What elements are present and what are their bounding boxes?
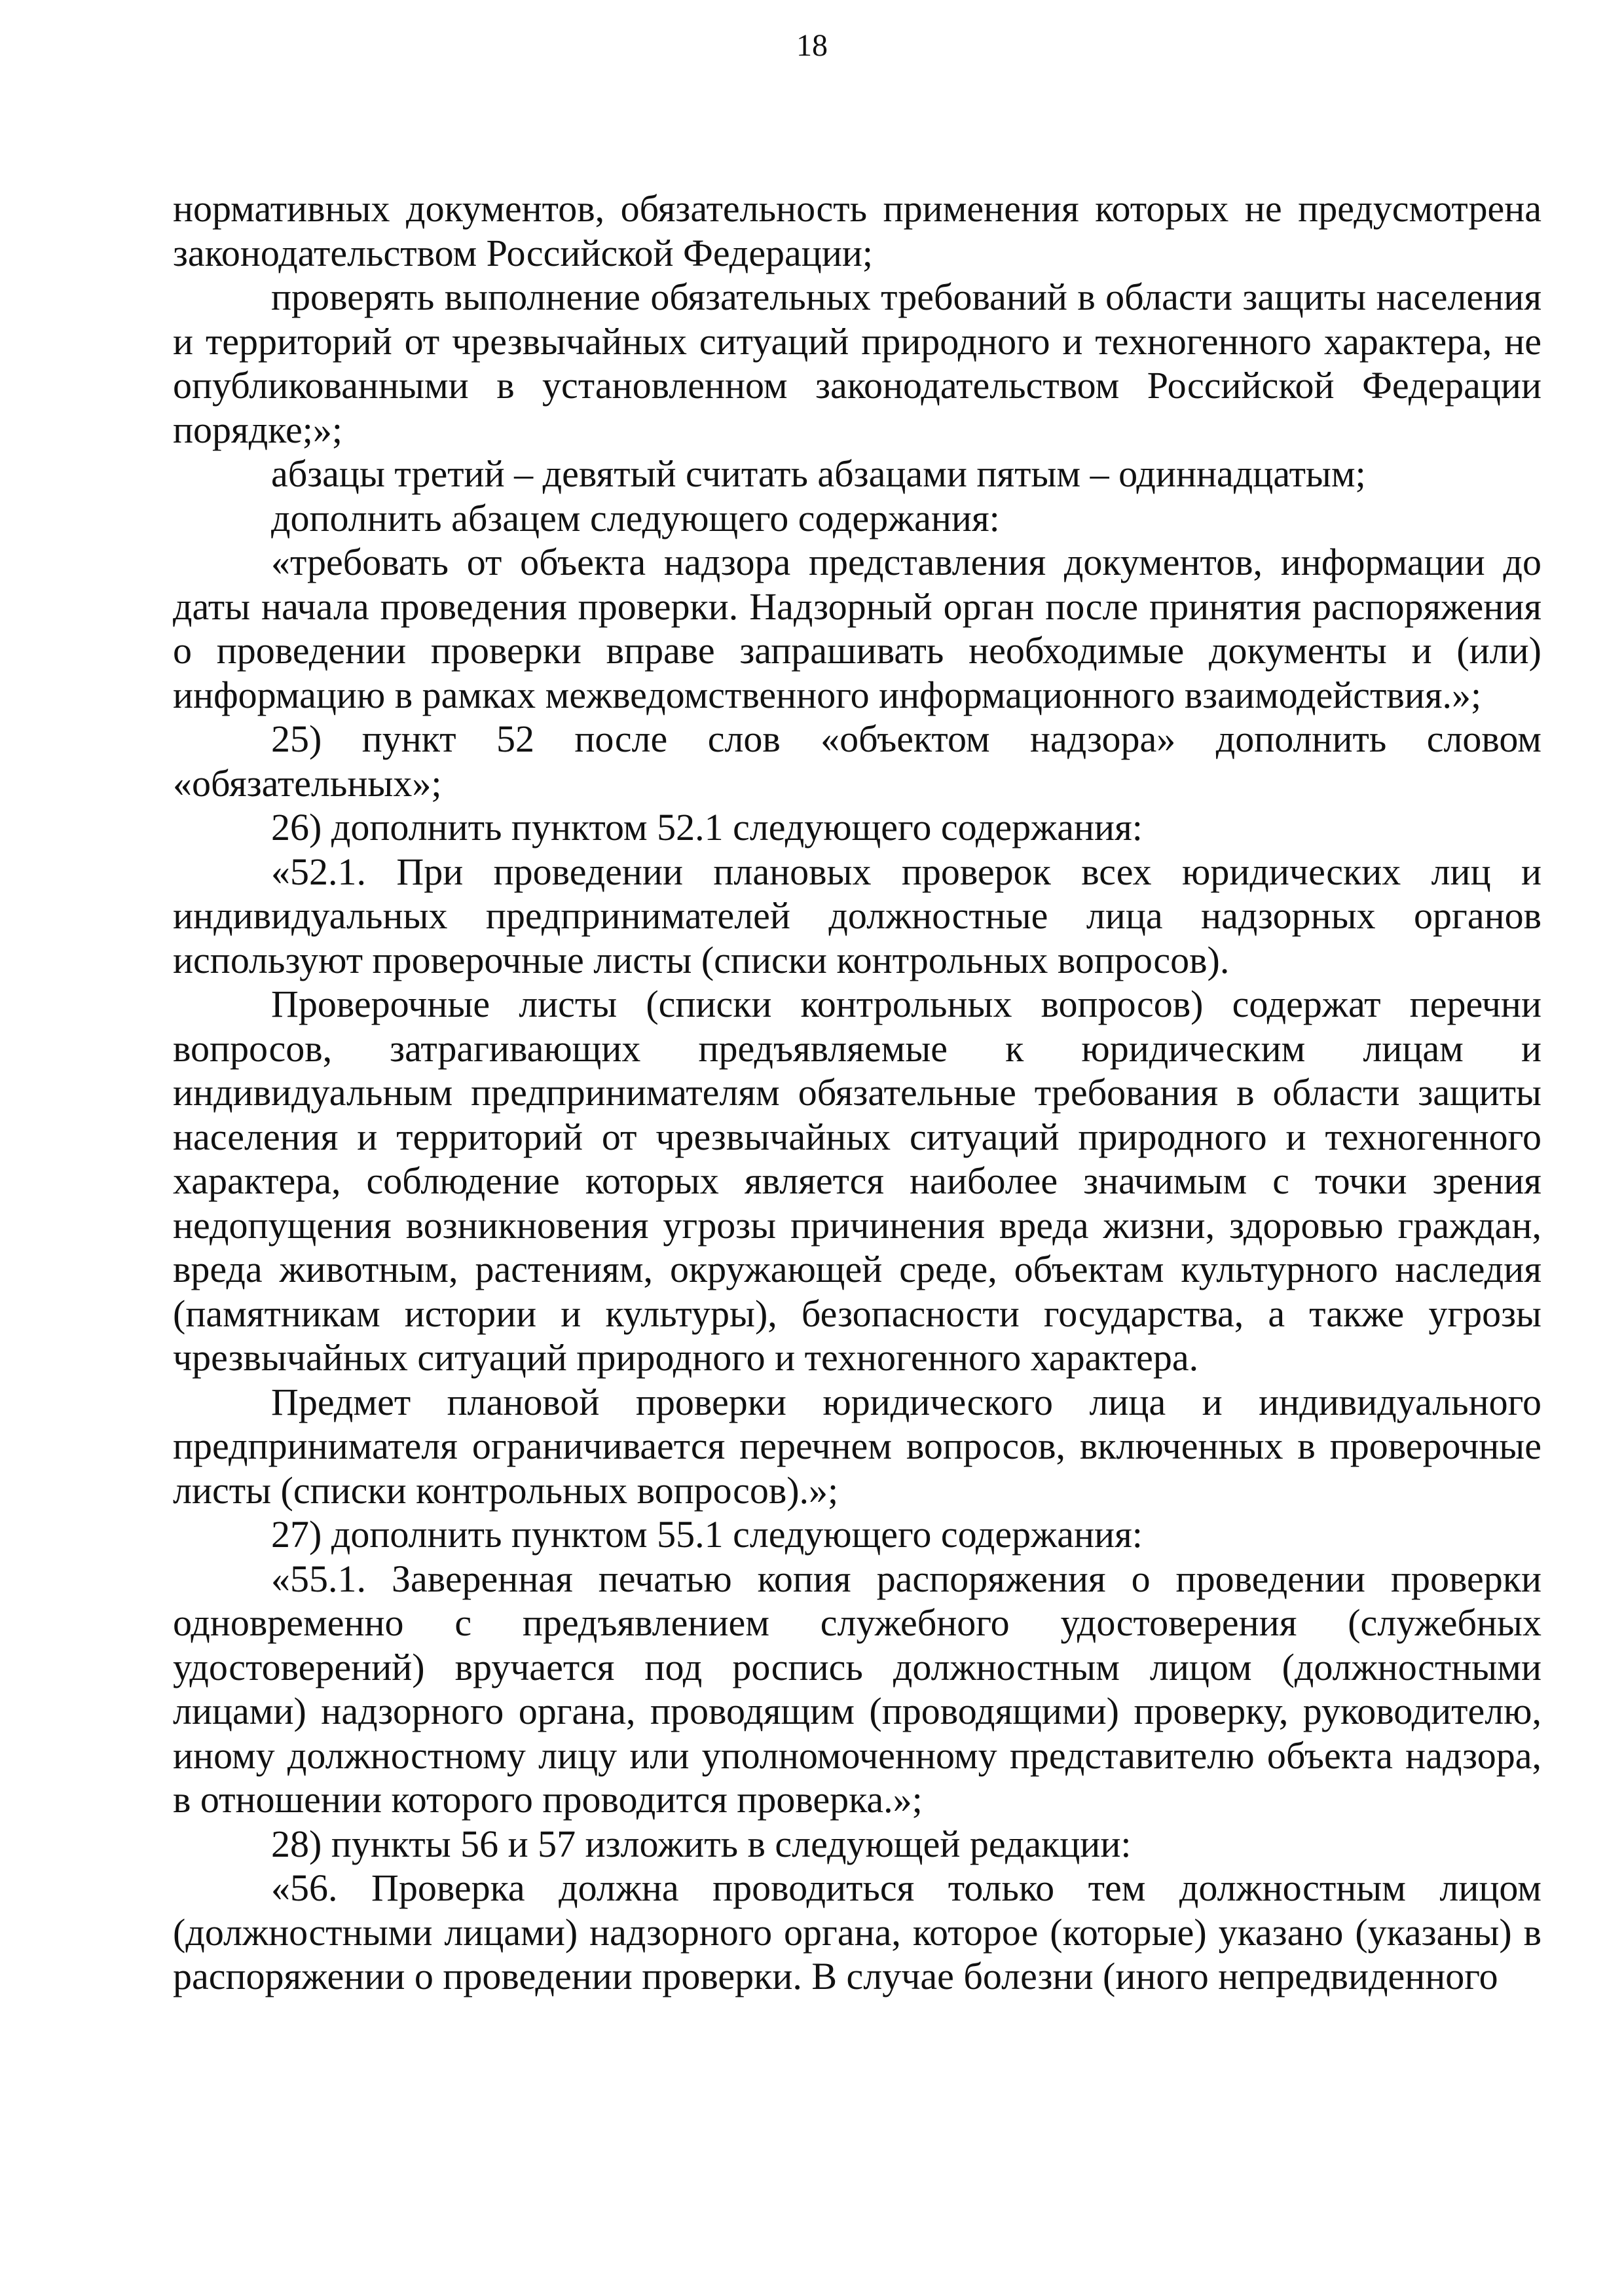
document-body [173,187,1541,1999]
paragraph: проверять выполнение обязательных требований в области защиты населения и территорий от чрезвычайных ситуаций природного и техногенного характера, не опубликованными в установленном законодательством Российской Федерации порядке;»; [173,276,1541,451]
paragraph: Предмет плановой проверки юридического лица и индивидуального предпринимателя ограничивается перечнем вопросов, включенных в проверочные листы (списки контрольных вопросов).»; [173,1380,1541,1512]
paragraph-item-27: 27) дополнить пунктом 55.1 следующего содержания: [271,1513,1143,1556]
paragraph: абзацы третий – девятый считать абзацами пятым – одиннадцатым; [271,452,1366,495]
paragraph: «требовать от объекта надзора представления документов, информации до даты начала проведения проверки. Надзорный орган после принятия распоряжения о проведении проверки вправе запрашивать необходимые документы и (или) информацию в рамках межведомственного информационного взаимодействия.»; [173,541,1541,716]
paragraph-item-26: 26) дополнить пунктом 52.1 следующего содержания: [271,806,1143,848]
paragraph-item-25: 25) пункт 52 после слов «объектом надзора» дополнить словом «обязательных»; [173,718,1541,805]
paragraph-continuation: нормативных документов, обязательность применения которых не предусмотрена законодательством Российской Федерации; [173,187,1541,274]
paragraph: дополнить абзацем следующего содержания: [271,496,1000,539]
paragraph: «55.1. Заверенная печатью копия распоряжения о проведении проверки одновременно с предъявлением служебного удостоверения (служебных удостоверений) вручается под роспись должностным лицом (должностными лицами) надзорного органа, проводящим (проводящими) проверку, руководителю, иному должностному лицу или уполномоченному представителю объекта надзора, в отношении которого проводится проверка.»; [173,1557,1541,1821]
paragraph-item-28: 28) пункты 56 и 57 изложить в следующей редакции: [271,1822,1132,1865]
page-number: 18 [796,28,828,63]
paragraph: Проверочные листы (списки контрольных вопросов) содержат перечни вопросов, затрагивающих предъявляемые к юридическим лицам и индивидуальным предпринимателям обязательные требования в области защиты населения и территорий от чрезвычайных ситуаций природного и техногенного характера, соблюдение которых является наиболее значимым с точки зрения недопущения возникновения угрозы причинения вреда жизни, здоровью граждан, вреда животным, растениям, окружающей среде, объектам культурного наследия (памятникам истории и культуры), безопасности государства, а также угрозы чрезвычайных ситуаций природного и техногенного характера. [173,983,1541,1379]
paragraph: «56. Проверка должна проводиться только тем должностным лицом (должностными лицами) надзорного органа, которое (которые) указано (указаны) в распоряжении о проведении проверки. В случае болезни (иного непредвиденного [173,1867,1541,1997]
paragraph: «52.1. При проведении плановых проверок всех юридических лиц и индивидуальных предпринимателей должностные лица надзорных органов используют проверочные листы (списки контрольных вопросов). [173,850,1541,981]
